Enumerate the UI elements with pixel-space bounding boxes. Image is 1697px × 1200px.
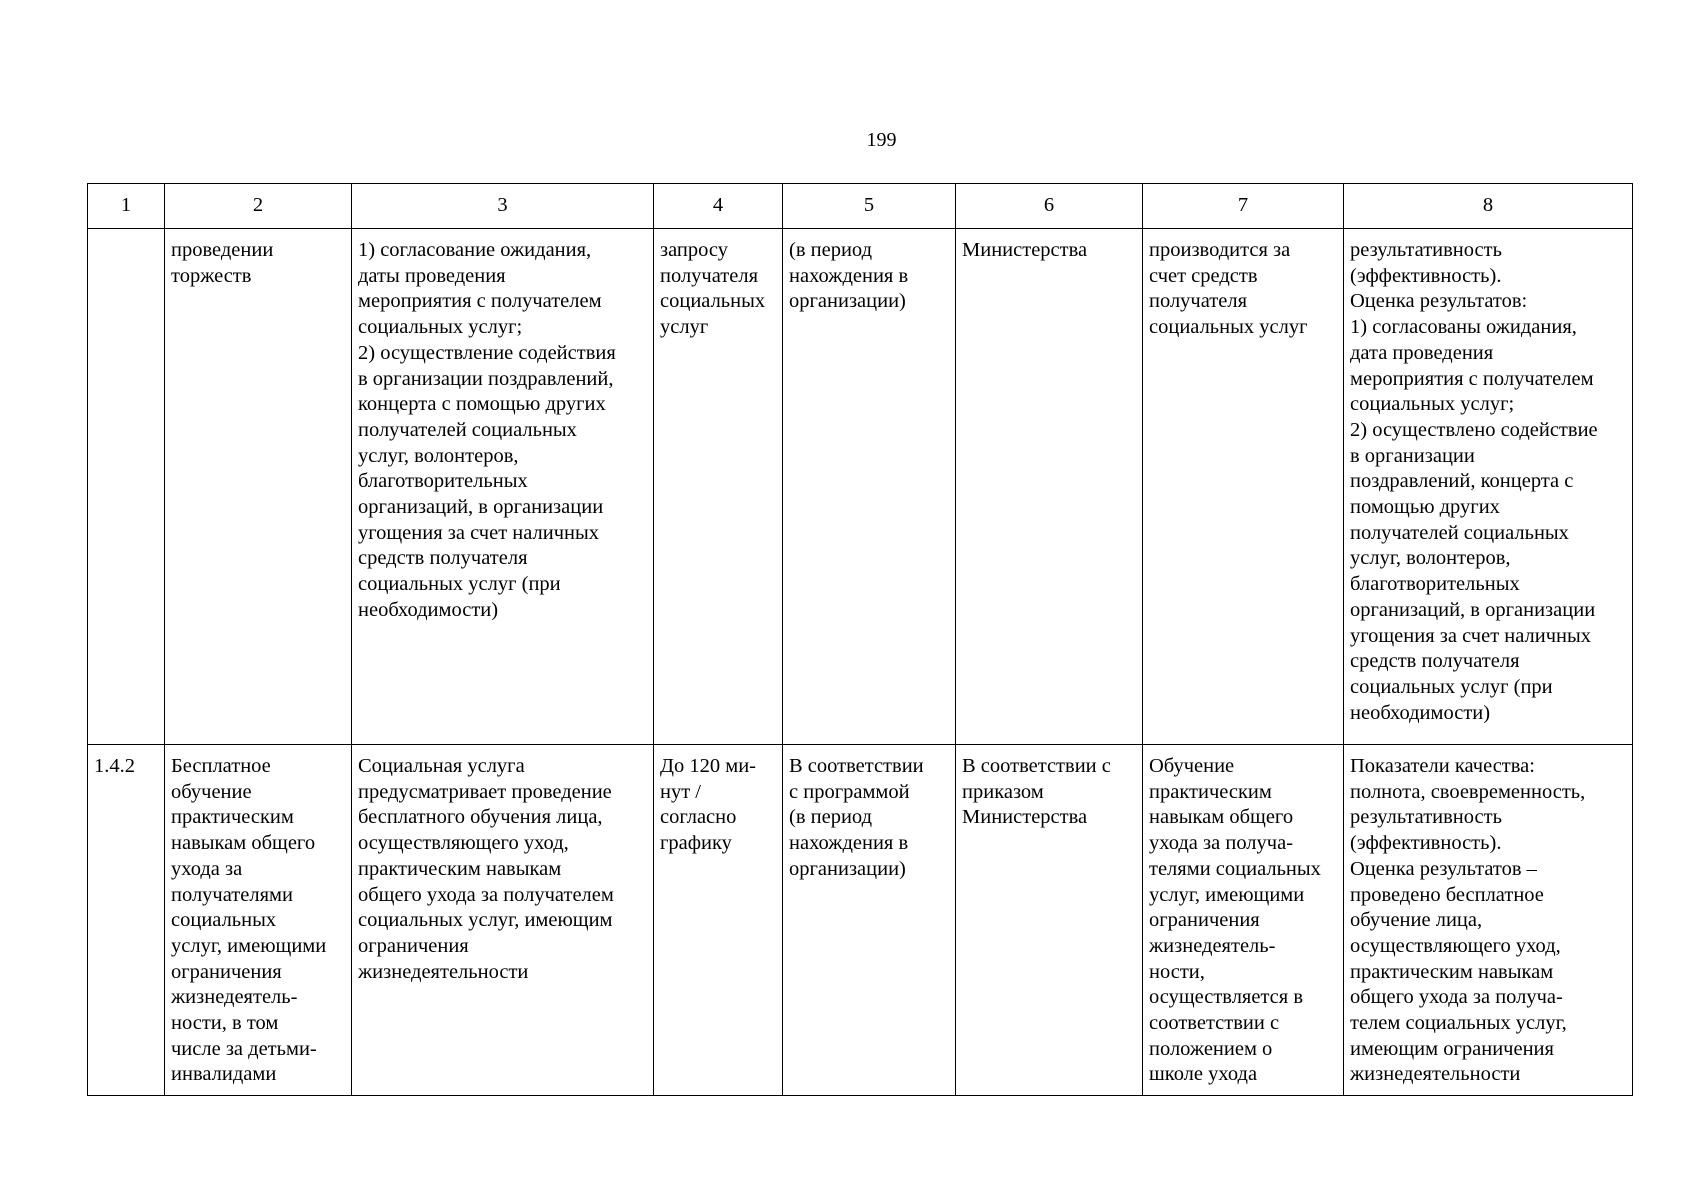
column-number-1: 1	[88, 184, 165, 229]
service-frequency-cell: В соответствии с программой (в период нахождения в организации)	[783, 745, 956, 1096]
table-row	[88, 229, 1633, 745]
service-conditions-cell: Обучение практическим навыкам общего ухода за получа- телями социальных услуг, имеющими ограничения жизнедеятель- ности, осуществляется в соответствии с положением о школе ухода	[1143, 745, 1344, 1096]
service-description-cell: Социальная услуга предусматривает проведение бесплатного обучения лица, осуществляющего уход, практическим навыкам общего ухода за получателем социальных услуг, имеющим ограничения жизнедеятельности	[352, 745, 654, 1096]
service-duration-cell: запросу получателя социальных услуг	[654, 229, 783, 745]
service-tariff-cell: Министерства	[956, 229, 1143, 745]
column-number-3: 3	[352, 184, 654, 229]
service-conditions-cell: производится за счет средств получателя социальных услуг	[1143, 229, 1344, 745]
services-table	[87, 183, 1633, 1096]
page-number: 199	[866, 129, 897, 151]
service-name-cell: проведении торжеств	[165, 229, 352, 745]
column-number-4: 4	[654, 184, 783, 229]
column-number-7: 7	[1143, 184, 1344, 229]
service-name-cell: Бесплатное обучение практическим навыкам общего ухода за получателями социальных услуг, имеющими ограничения жизнедеятель- ности, в том числе за детьми- инвалидами	[165, 745, 352, 1096]
table-row	[88, 745, 1633, 1096]
service-description-cell: 1) согласование ожидания, даты проведения мероприятия с получателем социальных услуг; 2) осуществление содействия в организации поздравлений, концерта с помощью других получателей социальных услуг, волонтеров, благотворительных организаций, в организации угощения за счет наличных средств получателя социальных услуг (при необходимости)	[352, 229, 654, 745]
table-header-row	[88, 184, 1633, 229]
quality-indicators-cell: Показатели качества: полнота, своевременность, результативность (эффективность). Оценка результатов – проведено бесплатное обучение лица, осуществляющего уход, практическим навыкам общего ухода за получа- телем социальных услуг, имеющим ограничения жизнедеятельности	[1344, 745, 1633, 1096]
service-tariff-cell: В соответствии с приказом Министерства	[956, 745, 1143, 1096]
service-duration-cell: До 120 ми- нут / согласно графику	[654, 745, 783, 1096]
service-frequency-cell: (в период нахождения в организации)	[783, 229, 956, 745]
column-number-2: 2	[165, 184, 352, 229]
column-number-5: 5	[783, 184, 956, 229]
column-number-8: 8	[1344, 184, 1633, 229]
quality-indicators-cell: результативность (эффективность). Оценка результатов: 1) согласованы ожидания, дата проведения мероприятия с получателем социальных услуг; 2) осуществлено содействие в организации поздравлений, концерта с помощью других получателей социальных услуг, волонтеров, благотворительных организаций, в организации угощения за счет наличных средств получателя социальных услуг (при необходимости)	[1344, 229, 1633, 745]
row-number-cell: 1.4.2	[88, 745, 165, 1096]
row-number-cell	[88, 229, 165, 745]
column-number-6: 6	[956, 184, 1143, 229]
